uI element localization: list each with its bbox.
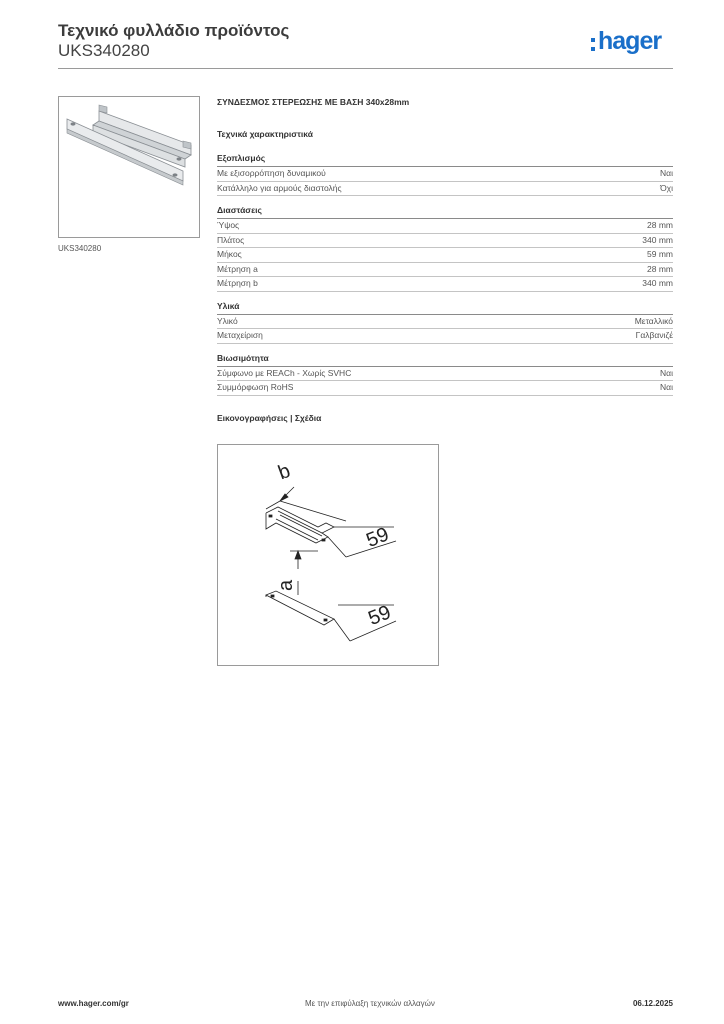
tech-specs-heading: Τεχνικά χαρακτηριστικά	[217, 129, 313, 139]
section-sustainability	[217, 352, 673, 396]
dim-label-59-top: 59	[363, 523, 393, 553]
spec-value: Ναι	[660, 382, 673, 392]
spec-label: Μεταχείριση	[217, 330, 263, 340]
spec-label: Ύψος	[217, 220, 240, 230]
footer-date: 06.12.2025	[632, 999, 673, 1008]
header-divider	[58, 68, 673, 69]
spec-label: Πλάτος	[217, 234, 245, 245]
photo-caption: UKS340280	[58, 244, 102, 253]
spec-value: 28 mm	[647, 263, 673, 274]
spec-label: Μήκος	[217, 249, 242, 259]
dim-label-59-bottom: 59	[365, 601, 395, 631]
section-dimensions	[217, 204, 673, 292]
spec-row	[217, 329, 673, 344]
spec-value: Μεταλλικό	[634, 315, 673, 326]
spec-value: 340 mm	[642, 278, 673, 288]
spec-value: Ναι	[660, 367, 673, 378]
spec-value: Γαλβανιζέ	[635, 330, 673, 340]
logo-dots-icon	[591, 38, 595, 56]
product-code: UKS340280	[58, 41, 150, 60]
spec-label: Μέτρηση b	[217, 278, 258, 288]
document-title: Τεχνικό φυλλάδιο προϊόντος	[58, 21, 290, 40]
spec-row	[217, 234, 673, 249]
spec-row	[217, 263, 673, 278]
spec-value: Ναι	[660, 168, 673, 178]
spec-row	[217, 367, 673, 382]
footer-website-link[interactable]: www.hager.com/gr	[58, 999, 129, 1008]
dim-label-b: b	[275, 459, 294, 485]
document-header	[58, 20, 289, 61]
spec-value: Όχι	[660, 182, 673, 193]
spec-label: Υλικό	[217, 315, 238, 326]
spec-row	[217, 182, 673, 197]
spec-row	[217, 277, 673, 292]
section-title: Εξοπλισμός	[217, 152, 673, 167]
section-materials	[217, 300, 673, 344]
spec-label: Συμμόρφωση RoHS	[217, 382, 294, 392]
spec-row	[217, 381, 673, 396]
spec-label: Κατάλληλο για αρμούς διαστολής	[217, 182, 342, 193]
spec-value: 59 mm	[647, 249, 673, 259]
spec-row	[217, 315, 673, 330]
section-title: Βιωσιμότητα	[217, 352, 673, 367]
spec-label: Μέτρηση a	[217, 263, 258, 274]
section-title: Διαστάσεις	[217, 204, 673, 219]
page-footer	[58, 999, 673, 1011]
section-equipment	[217, 152, 673, 196]
logo-text: hager	[598, 27, 662, 55]
spec-row	[217, 248, 673, 263]
dim-label-a: a	[275, 579, 297, 591]
spec-label: Με εξισορρόπηση δυναμικού	[217, 168, 326, 178]
spec-label: Σύμφωνο με REACh - Χωρίς SVHC	[217, 367, 352, 378]
product-name: ΣΥΝΔΕΣΜΟΣ ΣΤΕΡΕΩΣΗΣ ΜΕ ΒΑΣΗ 340x28mm	[217, 97, 410, 107]
illustrations-heading: Εικονογραφήσεις | Σχέδια	[217, 412, 322, 423]
spec-row	[217, 167, 673, 182]
product-photo	[58, 96, 200, 238]
spec-value: 28 mm	[647, 220, 673, 230]
section-title: Υλικά	[217, 300, 673, 315]
product-details	[217, 96, 673, 424]
footer-note: Με την επιφύλαξη τεχνικών αλλαγών	[305, 999, 435, 1008]
spec-value: 340 mm	[642, 234, 673, 245]
dimension-drawing	[217, 444, 439, 666]
spec-row	[217, 219, 673, 234]
